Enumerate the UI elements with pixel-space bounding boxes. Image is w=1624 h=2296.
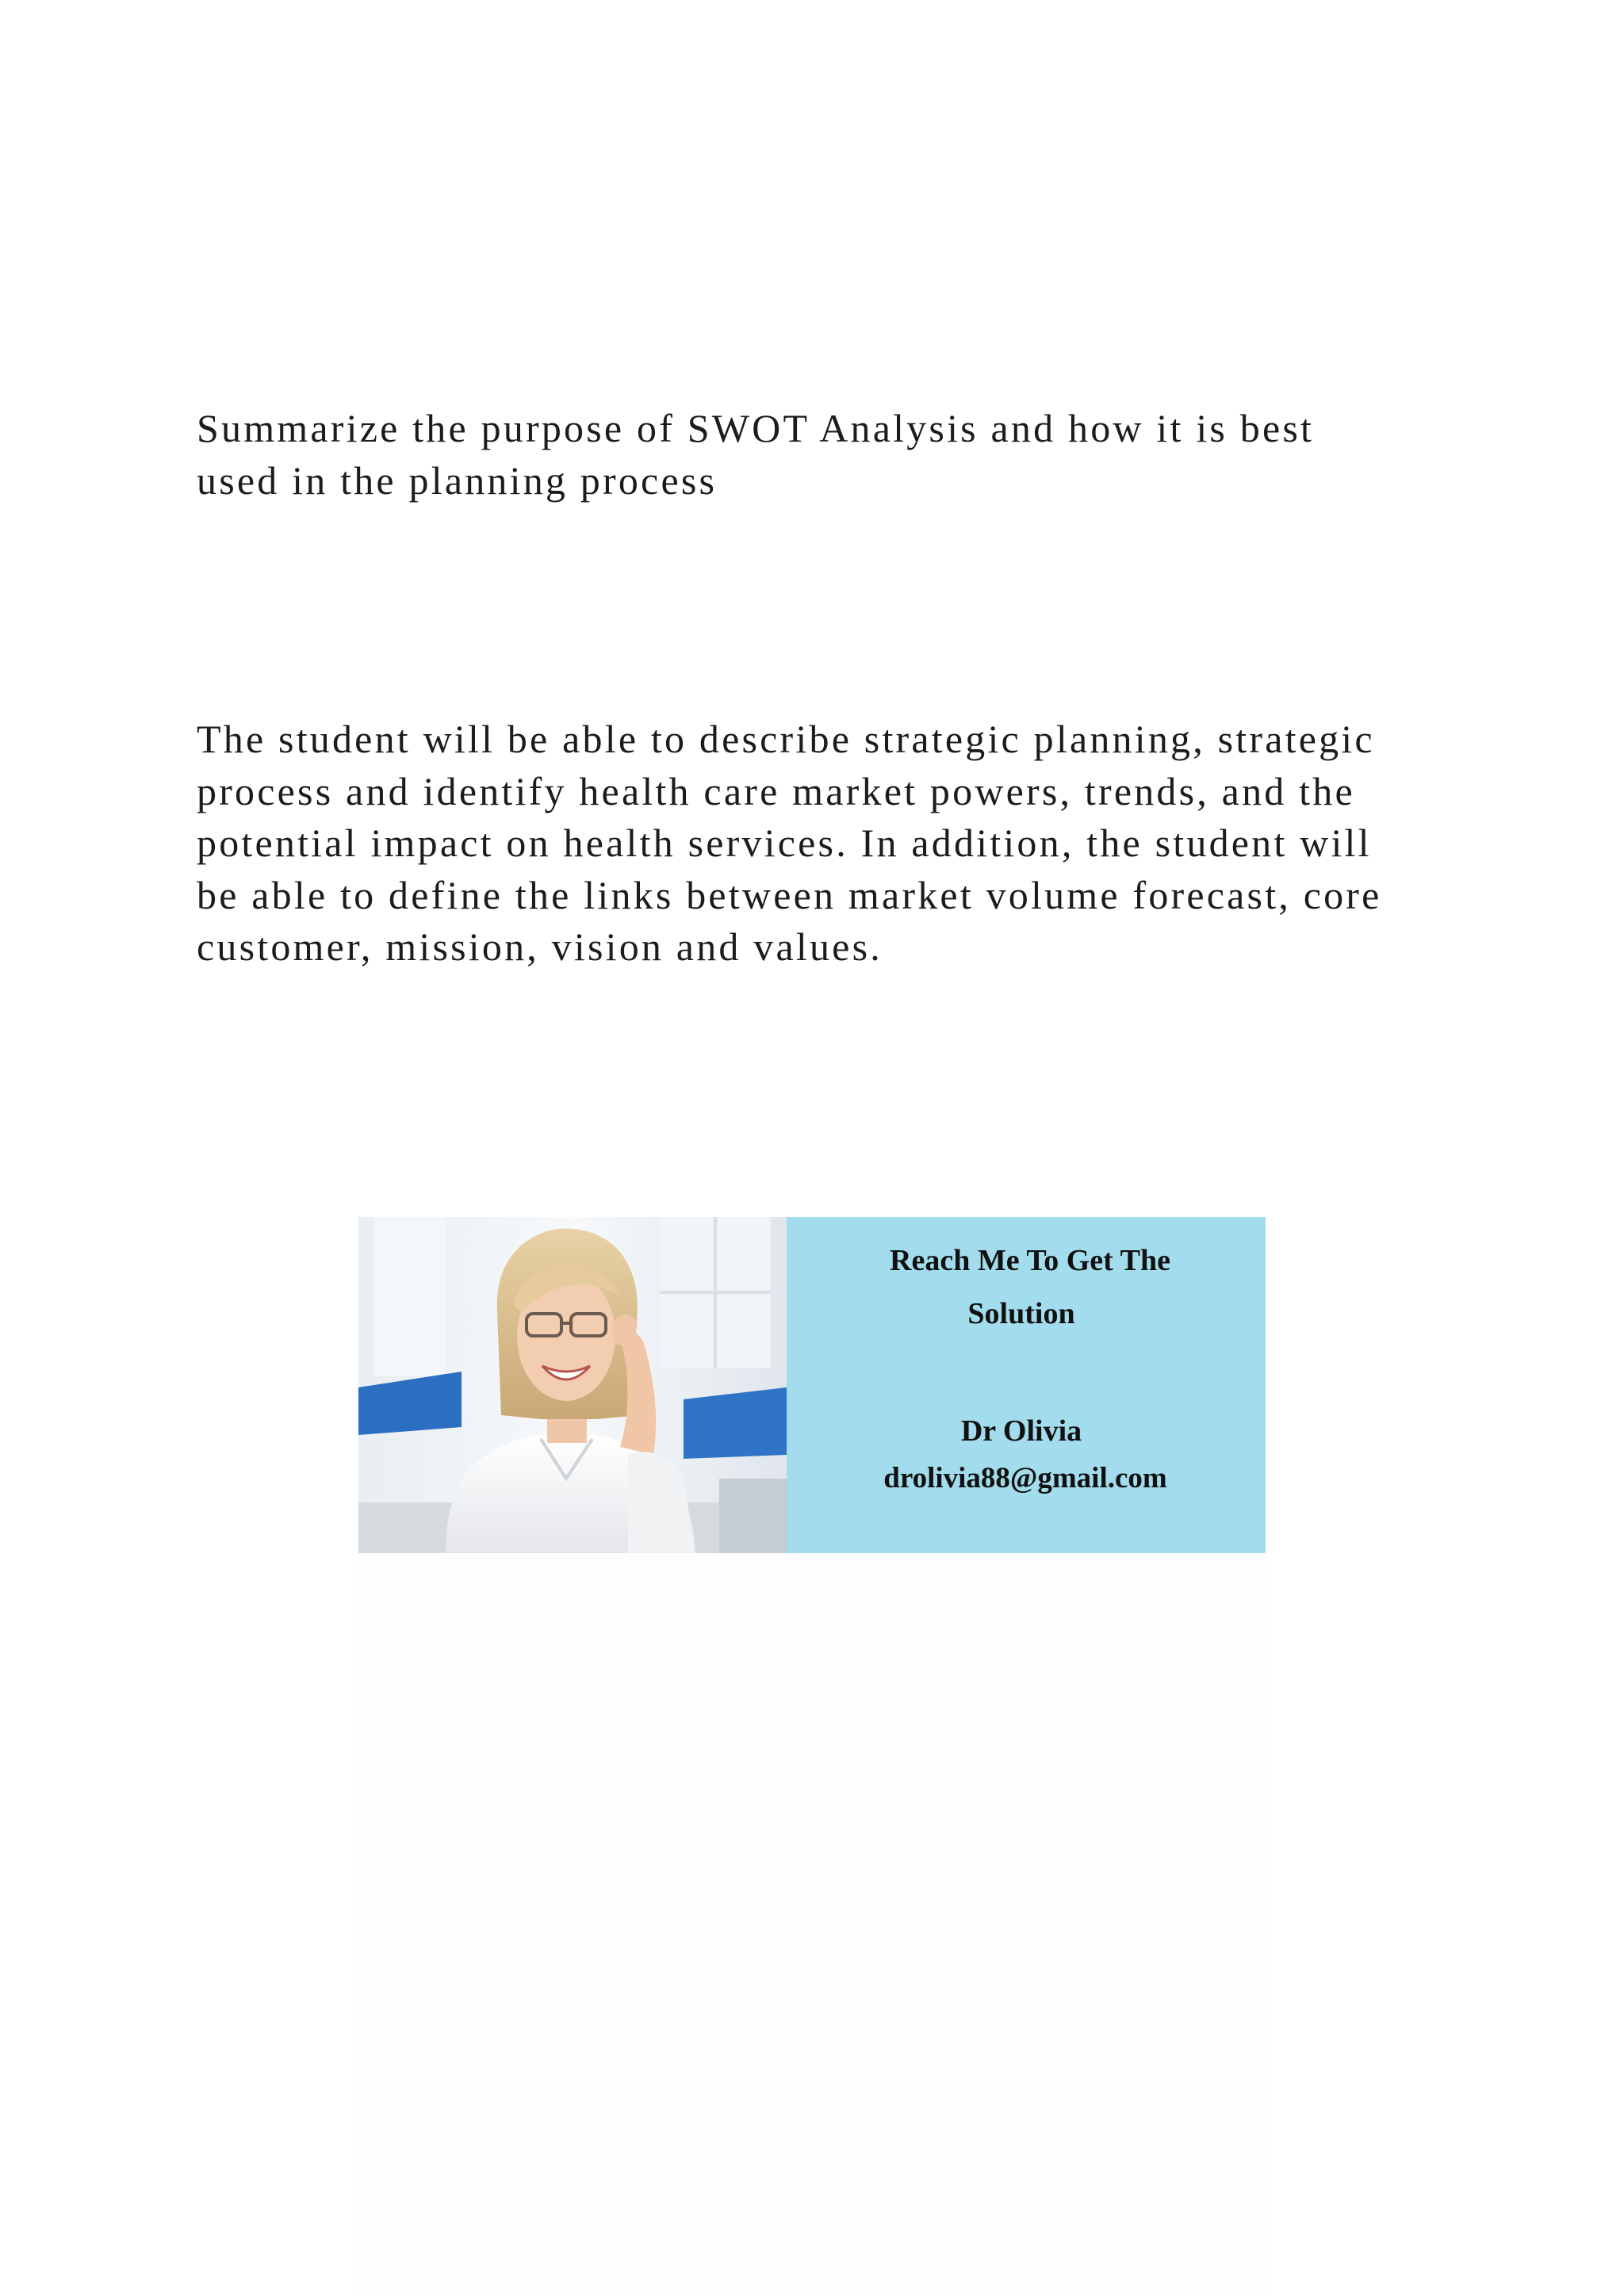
portrait-photo xyxy=(358,1217,787,1553)
text-line: The student will be able to describe strategic planning, strategic xyxy=(197,717,1375,761)
text-line: customer, mission, vision and values. xyxy=(197,924,883,969)
banner-headline-continued: Solution xyxy=(967,1297,1075,1330)
text-line: used in the planning process xyxy=(197,457,718,503)
contact-email[interactable]: drolivia88@gmail.com xyxy=(883,1462,1167,1494)
banner-shadow-region xyxy=(358,1553,1266,2296)
banner-headline: Reach Me To Get The xyxy=(890,1244,1170,1277)
contact-banner xyxy=(358,1217,1266,1553)
text-line: process and identify health care market powers, trends, and the xyxy=(197,768,1355,813)
contact-panel xyxy=(787,1217,1266,1553)
text-line: Summarize the purpose of SWOT Analysis and how it is best xyxy=(197,406,1315,450)
text-line: be able to define the links between market volume forecast, core xyxy=(197,872,1382,917)
question-paragraph xyxy=(197,403,1450,507)
contact-name: Dr Olivia xyxy=(960,1414,1082,1448)
objective-paragraph xyxy=(197,714,1450,974)
text-line: potential impact on health services. In addition, the student will xyxy=(197,821,1372,865)
